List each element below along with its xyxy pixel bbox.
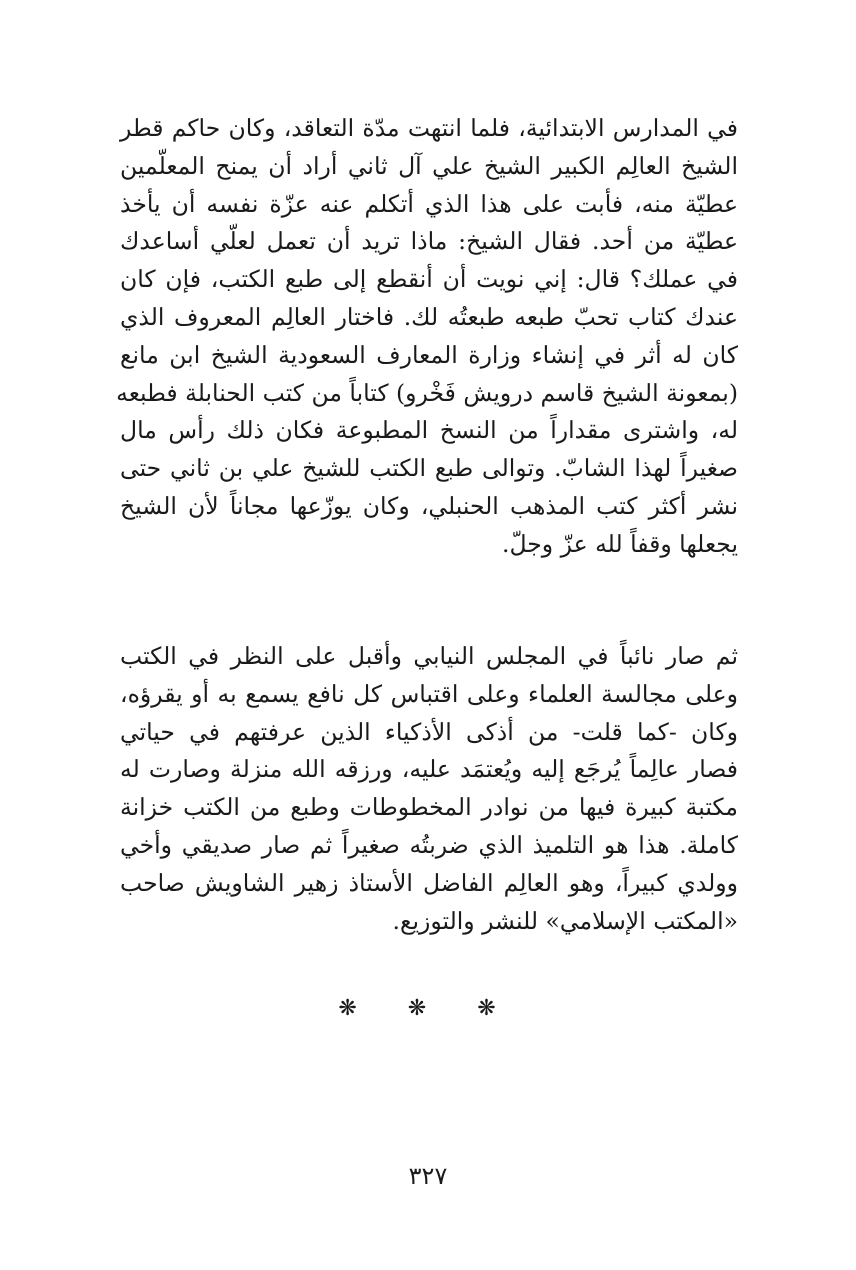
section-separator: ❋ ❋ ❋ — [338, 996, 518, 1021]
paragraph-line: يجعلها وقفاً لله عزّ وجلّ. — [502, 529, 738, 558]
paragraph-line: فصار عالِماً يُرجَع إليه ويُعتمَد عليه، ورزقه الله منزلة وصارت له — [120, 755, 738, 784]
paragraph-line: وكان -كما قلت- من أذكى الأذكياء الذين عرفتهم في حياتي — [120, 717, 738, 746]
paragraph-line: عندك كتاب تحبّ طبعه طبعتُه لك. فاختار العالِم المعروف الذي — [120, 302, 738, 331]
paragraph-line: في المدارس الابتدائية، فلما انتهت مدّة التعاقد، وكان حاكم قطر — [120, 114, 738, 142]
paragraph-line: كاملة. هذا هو التلميذ الذي ضربتُه صغيراً ثم صار صديقي وأخي — [120, 830, 738, 859]
paragraph-line: في عملك؟ قال: إني نويت أن أنقطع إلى طبع الكتب، فإن كان — [120, 265, 738, 294]
paragraph-line: عطيّة منه، فأبت على هذا الذي أتكلم عنه عزّة نفسه أن يأخذ — [120, 189, 738, 218]
paragraph-line: (بمعونة الشيخ قاسم درويش فَخْرو) كتاباً من كتب الحنابلة فطبعه — [116, 378, 738, 407]
page-number: ٣٢٧ — [408, 1162, 448, 1190]
paragraph-line: وولدي كبيراً، وهو العالِم الفاضل الأستاذ زهير الشاويش صاحب — [120, 868, 738, 897]
paragraph-line: مكتبة كبيرة فيها من نوادر المخطوطات وطبع من الكتب خزانة — [120, 793, 738, 822]
paragraph-1 — [116, 110, 738, 564]
paragraph-line: له، واشترى مقداراً من النسخ المطبوعة فكان ذلك رأس مال — [120, 416, 738, 445]
paragraph-line: «المكتب الإسلامي» للنشر والتوزيع. — [392, 906, 738, 935]
paragraph-line: ثم صار نائباً في المجلس النيابي وأقبل على النظر في الكتب — [120, 642, 738, 670]
paragraph-line: الشيخ العالِم الكبير الشيخ علي آل ثاني أراد أن يمنح المعلّمين — [120, 151, 738, 180]
paragraph-line: صغيراً لهذا الشابّ. وتوالى طبع الكتب للشيخ علي بن ثاني حتى — [120, 454, 738, 483]
paragraph-line: نشر أكثر كتب المذهب الحنبلي، وكان يوزّعها مجاناً لأن الشيخ — [120, 491, 738, 520]
paragraph-line: كان له أثر في إنشاء وزارة المعارف السعودية الشيخ ابن مانع — [120, 340, 738, 369]
paragraph-line: عطيّة من أحد. فقال الشيخ: ماذا تريد أن تعمل لعلّي أساعدك — [120, 227, 738, 256]
paragraph-line: وعلى مجالسة العلماء وعلى اقتباس كل نافع يسمع به أو يقرؤه، — [120, 679, 738, 708]
paragraph-2 — [120, 638, 738, 940]
